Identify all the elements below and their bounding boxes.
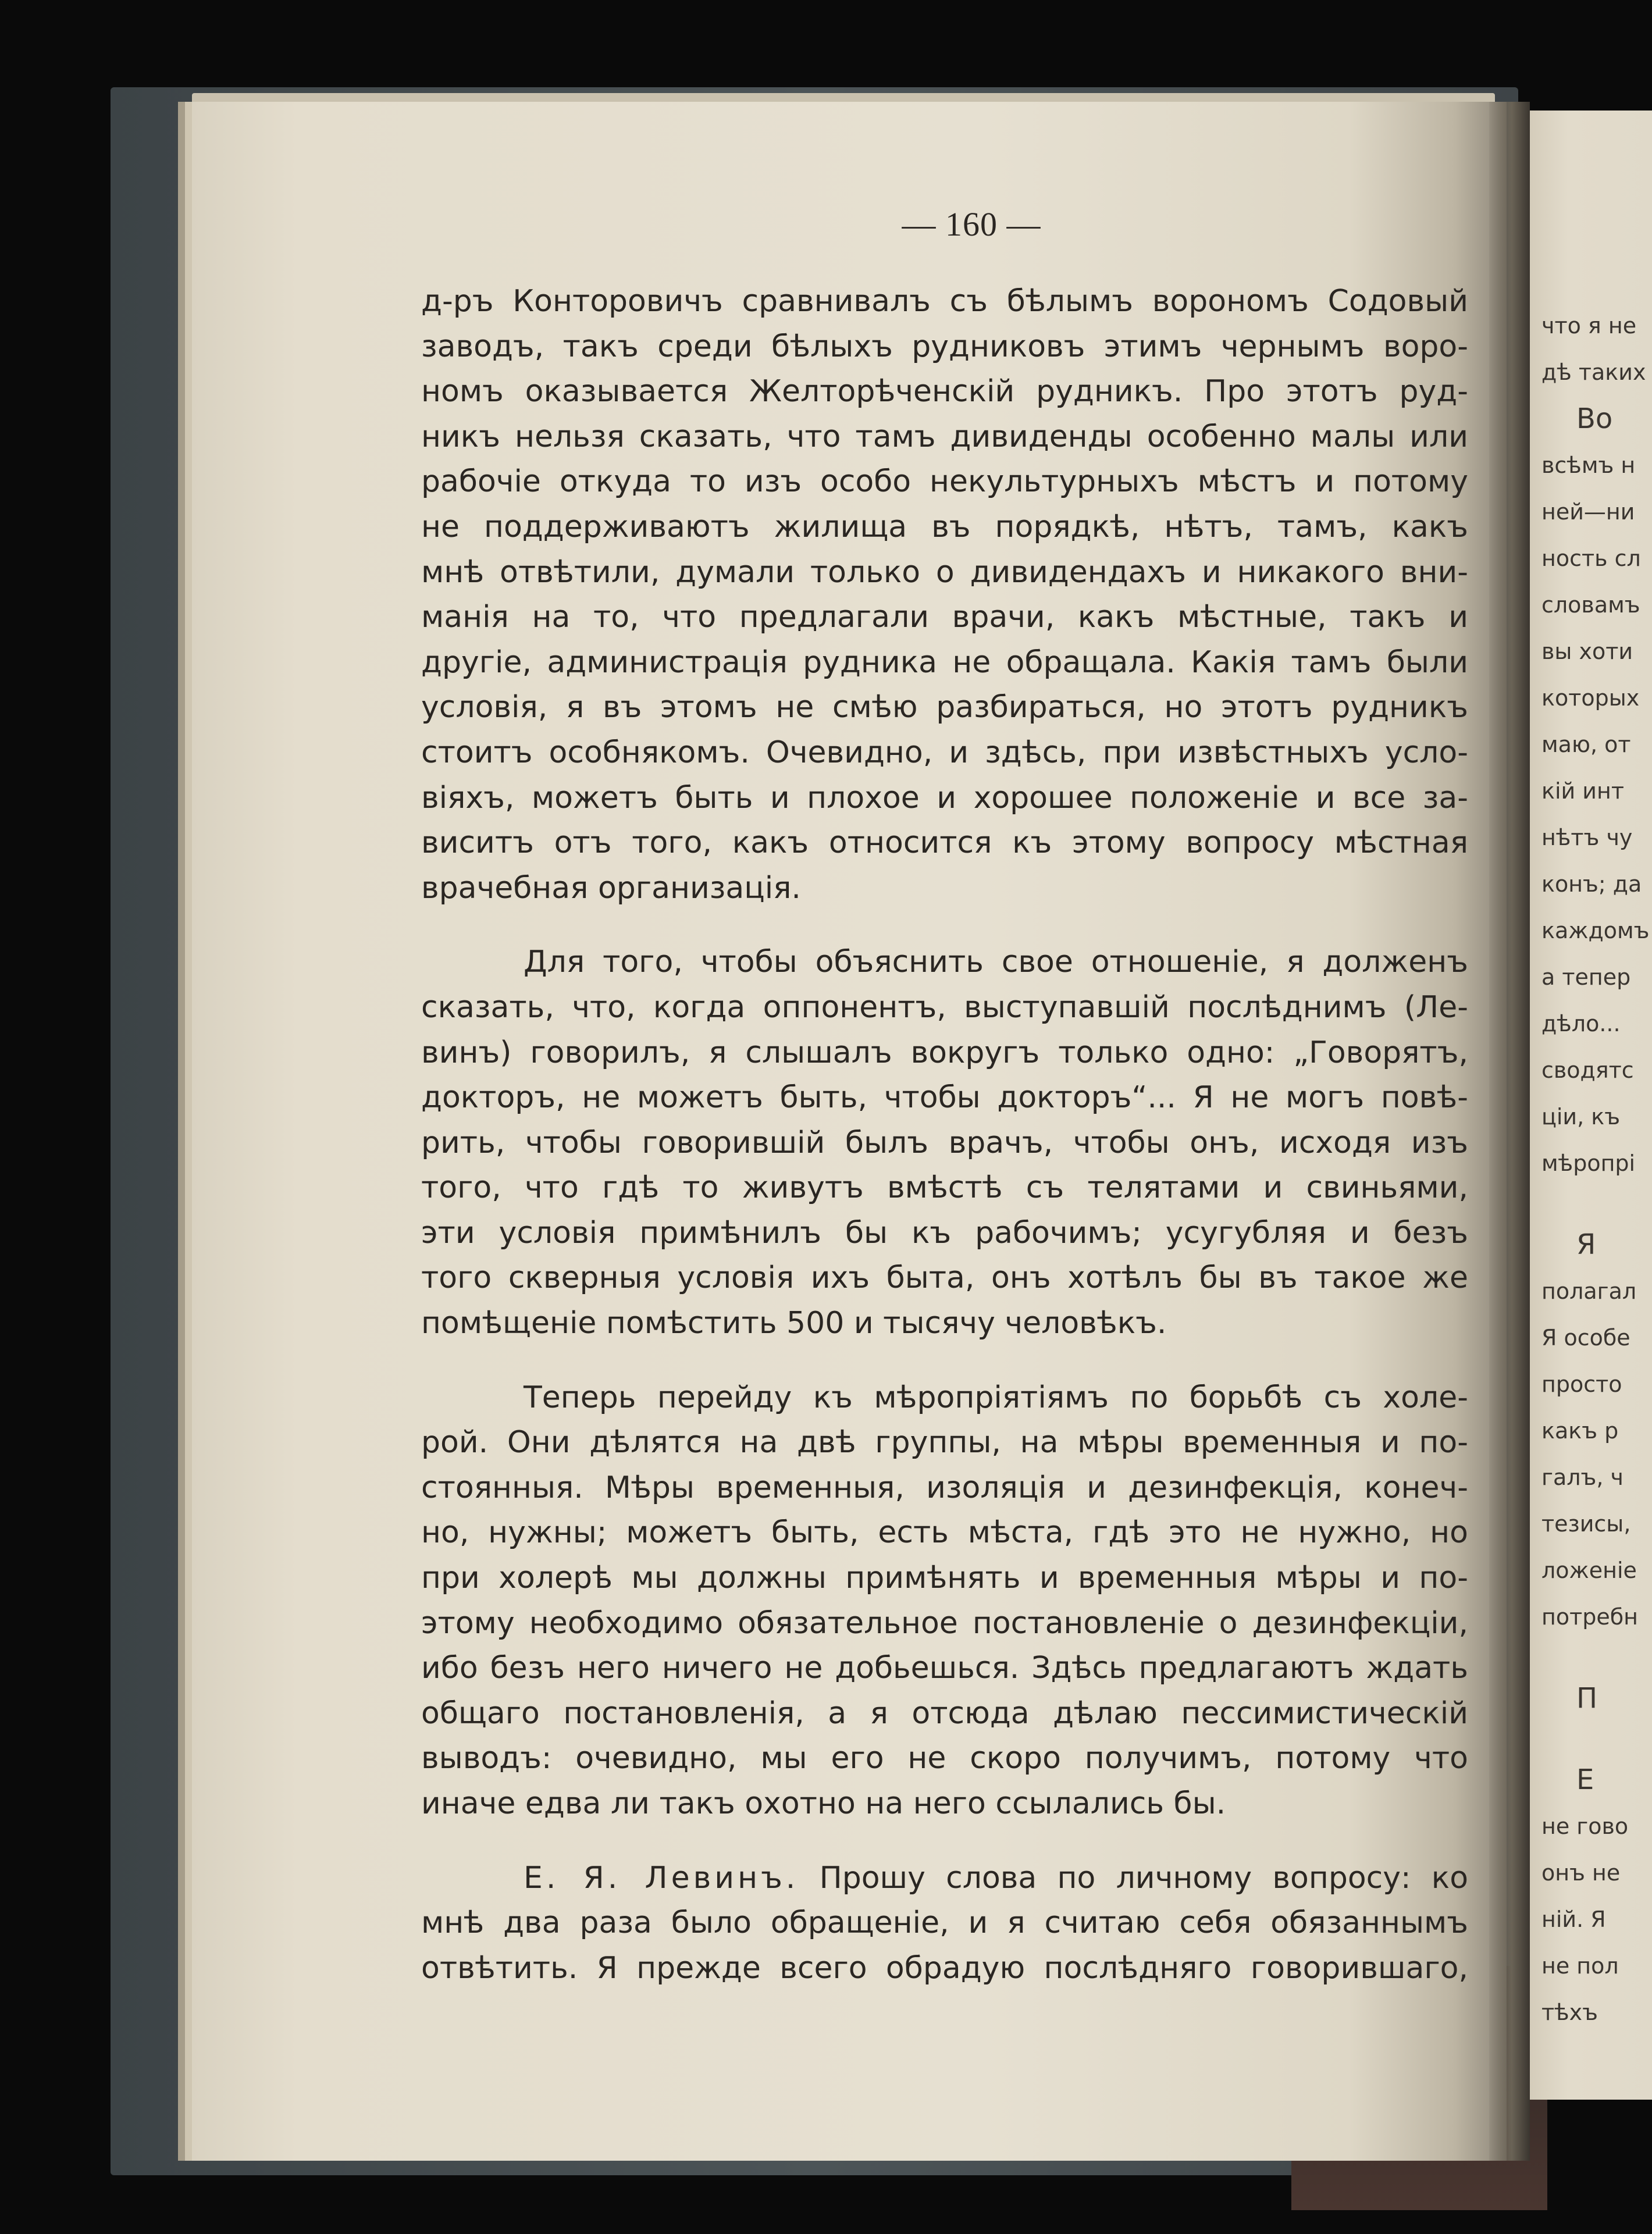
text-line: манія на то, что предлагали врачи, какъ мѣстные, такъ и [421, 600, 1468, 635]
fragment: ложеніе [1541, 1558, 1637, 1583]
paragraph-3 [421, 1376, 1468, 1827]
fragment: а тепер [1541, 964, 1631, 990]
text-line: ибо безъ него ничего не добьешься. Здѣсь предлагаютъ ждать [421, 1651, 1468, 1686]
text-line: стоитъ особнякомъ. Очевидно, и здѣсь, при извѣстныхъ усло- [421, 735, 1468, 770]
fragment: дѣло... [1541, 1011, 1621, 1036]
text-line: иначе едва ли такъ охотно на него ссылались бы. [421, 1786, 1226, 1821]
book-gutter [1489, 102, 1530, 2161]
fragment: мѣропрі [1541, 1150, 1636, 1176]
text-line: віяхъ, можетъ быть и плохое и хорошее положеніе и все за- [421, 780, 1468, 815]
fragment: тезисы, [1541, 1511, 1631, 1537]
text-line: эти условія примѣнилъ бы къ рабочимъ; усугубляя и безъ [421, 1215, 1468, 1250]
text-line: условія, я въ этомъ не смѣю разбираться, но этотъ рудникъ [421, 690, 1468, 725]
fragment: вы хоти [1541, 639, 1633, 664]
fragment: всѣмъ н [1541, 452, 1636, 478]
fragment: просто [1541, 1371, 1622, 1397]
fragment: ность сл [1541, 546, 1641, 571]
text-line: винъ) говорилъ, я слышалъ вокругъ только одно: „Говорятъ, [421, 1035, 1468, 1070]
fragment: не гово [1541, 1813, 1629, 1839]
text-line: не поддерживаютъ жилища въ порядкѣ, нѣтъ, тамъ, какъ [421, 509, 1468, 544]
fragment: Во [1576, 402, 1613, 435]
text-line: отвѣтить. Я прежде всего обрадую послѣдняго говорившаго, [421, 1950, 1468, 1986]
text-line: Для того, чтобы объяснить свое отношеніе, я долженъ [524, 945, 1468, 980]
text-line: номъ оказывается Желторѣченскій рудникъ. Про этотъ руд- [421, 374, 1468, 409]
text-line: выводъ: очевидно, мы его не скоро получимъ, потому что [421, 1741, 1468, 1776]
fragment: потребн [1541, 1604, 1639, 1630]
fragment: П [1576, 1682, 1598, 1715]
text-line: рабочіе откуда то изъ особо некультурныхъ мѣстъ и потому [421, 464, 1468, 500]
fragment: онъ не [1541, 1860, 1621, 1886]
paragraph-1 [421, 279, 1468, 911]
text-line: сказать, что, когда оппонентъ, выступавшій послѣднимъ (Ле- [421, 989, 1468, 1025]
text-line: этому необходимо обязательное постановленіе о дезинфекціи, [421, 1605, 1468, 1641]
paragraph-4 [421, 1856, 1468, 1991]
text-line: общаго постановленія, а я отсюда дѣлаю пессимистическій [421, 1695, 1468, 1731]
fragment: полагал [1541, 1278, 1637, 1304]
fragment: галъ, ч [1541, 1465, 1623, 1490]
fragment: маю, от [1541, 732, 1631, 757]
text-line [421, 1856, 1468, 1901]
text-line: того, что гдѣ то живутъ вмѣстѣ съ телятами и свиньями, [421, 1170, 1468, 1206]
text-line: другіе, администрація рудника не обращала. Какія тамъ были [421, 644, 1468, 680]
text-line: рой. Они дѣлятся на двѣ группы, на мѣры временныя и по- [421, 1425, 1468, 1460]
fragment: ній. Я [1541, 1907, 1606, 1932]
fragment: тѣхъ [1541, 2000, 1598, 2025]
text-line: заводъ, такъ среди бѣлыхъ рудниковъ этимъ чернымъ воро- [421, 329, 1468, 364]
fragment: сводятс [1541, 1057, 1634, 1083]
text-line: того скверныя условія ихъ быта, онъ хотѣлъ бы въ такое же [421, 1260, 1468, 1296]
text-line: Теперь перейду къ мѣропріятіямъ по борьбѣ съ холе- [524, 1380, 1468, 1415]
speaker-name: Е. Я. Левинъ. [524, 1860, 799, 1895]
text-line: врачебная организація. [421, 870, 801, 906]
fragment: ней—ни [1541, 499, 1635, 525]
text-line: при холерѣ мы должны примѣнять и временныя мѣры и по- [421, 1560, 1468, 1596]
fragment: Е [1576, 1763, 1594, 1796]
fragment: словамъ [1541, 592, 1640, 618]
fragment: конъ; да [1541, 871, 1642, 897]
paragraph-2 [421, 940, 1468, 1346]
fragment: которых [1541, 685, 1640, 711]
fragment: какъ р [1541, 1418, 1619, 1444]
text-line: д-ръ Конторовичъ сравнивалъ съ бѣлымъ ворономъ Содовый [421, 284, 1468, 319]
fragment: кій инт [1541, 778, 1624, 804]
fragment: Я [1576, 1228, 1596, 1261]
text-line: никъ нельзя сказать, что тамъ дивиденды особенно малы или [421, 419, 1468, 454]
left-page-text [421, 279, 1468, 1991]
text-line: докторъ, не можетъ быть, чтобы докторъ“... Я не могъ повѣ- [421, 1080, 1468, 1116]
text-line: но, нужны; можетъ быть, есть мѣста, гдѣ это не нужно, но [421, 1515, 1468, 1551]
text-line: виситъ отъ того, какъ относится къ этому вопросу мѣстная [421, 825, 1468, 861]
text-line: рить, чтобы говорившій былъ врачъ, чтобы онъ, исходя изъ [421, 1125, 1468, 1160]
text-line: помѣщеніе помѣстить 500 и тысячу человѣкъ. [421, 1306, 1167, 1341]
fragment: не пол [1541, 1953, 1619, 1979]
page-number: — 160 — [902, 205, 1041, 243]
fragment: Я особе [1541, 1325, 1630, 1351]
fragment: дѣ таких [1541, 359, 1646, 385]
speaker-text: Прошу слова по личному вопросу: ко [819, 1860, 1469, 1895]
text-line: мнѣ отвѣтили, думали только о дивидендахъ и никакого вни- [421, 554, 1468, 590]
text-line: мнѣ два раза было обращеніе, и я считаю себя обязаннымъ [421, 1905, 1468, 1941]
fragment: что я не [1541, 313, 1637, 339]
fragment: каждомъ [1541, 918, 1650, 943]
fragment: нѣтъ чу [1541, 825, 1633, 850]
fragment: ціи, къ [1541, 1104, 1621, 1130]
text-line: стоянныя. Мѣры временныя, изоляція и дезинфекція, конеч- [421, 1470, 1468, 1505]
right-page-text [1541, 302, 1652, 2036]
